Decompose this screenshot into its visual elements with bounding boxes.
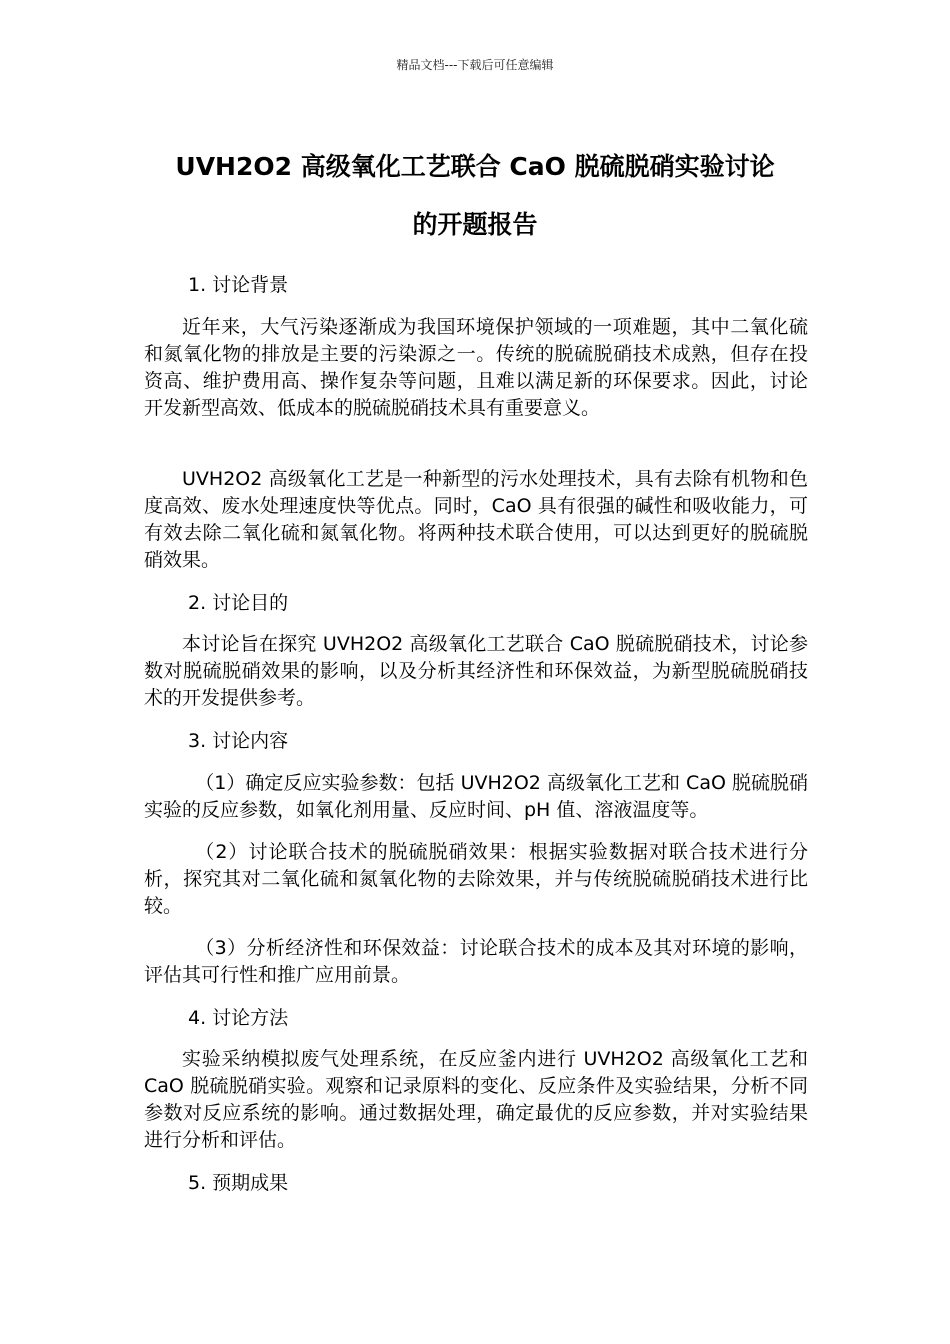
paragraph-background-1: 近年来，大气污染逐渐成为我国环境保护领域的一项难题，其中二氧化硫和氮氧化物的排放是主要的污染源之一。传统的脱硫脱硝技术成熟，但存在投资高、维护费用高、操作复杂等问题，且难以满足新的环保要求。因此，讨论开发新型高效、低成本的脱硫脱硝技术具有重要意义。 bbox=[144, 316, 808, 419]
page-header-note: 精品文档---下载后可任意编辑 bbox=[396, 58, 554, 72]
content-item-3: （3）分析经济性和环保效益：讨论联合技术的成本及其对环境的影响，评估其可行性和推广应用前景。 bbox=[144, 937, 808, 986]
paragraph-method-1: 实验采纳模拟废气处理系统，在反应釜内进行 UVH2O2 高级氧化工艺和 CaO 脱硫脱硝实验。观察和记录原料的变化、反应条件及实验结果，分析不同参数对反应系统的影响。通过数据处理，确定最优的反应参数，并对实验结果进行分析和评估。 bbox=[144, 1048, 808, 1151]
section-heading-method: 4. 讨论方法 bbox=[188, 1007, 289, 1029]
paragraph-purpose-1: 本讨论旨在探究 UVH2O2 高级氧化工艺联合 CaO 脱硫脱硝技术，讨论参数对脱硫脱硝效果的影响，以及分析其经济性和环保效益，为新型脱硫脱硝技术的开发提供参考。 bbox=[144, 633, 808, 709]
paragraph-background-2: UVH2O2 高级氧化工艺是一种新型的污水处理技术，具有去除有机物和色度高效、废水处理速度快等优点。同时，CaO 具有很强的碱性和吸收能力，可有效去除二氧化硫和氮氧化物。将两种技术联合使用，可以达到更好的脱硫脱硝效果。 bbox=[144, 468, 808, 571]
section-heading-expected: 5. 预期成果 bbox=[188, 1172, 289, 1194]
title-line-1: UVH2O2 高级氧化工艺联合 CaO 脱硫脱硝实验讨论 bbox=[175, 152, 775, 181]
title-line-2: 的开题报告 bbox=[412, 210, 538, 239]
content-item-2: （2）讨论联合技术的脱硫脱硝效果：根据实验数据对联合技术进行分析，探究其对二氧化硫和氮氧化物的去除效果，并与传统脱硫脱硝技术进行比较。 bbox=[144, 841, 808, 917]
content-item-1: （1）确定反应实验参数：包括 UVH2O2 高级氧化工艺和 CaO 脱硫脱硝实验的反应参数，如氧化剂用量、反应时间、pH 值、溶液温度等。 bbox=[144, 772, 808, 821]
section-heading-purpose: 2. 讨论目的 bbox=[188, 592, 289, 614]
section-heading-background: 1. 讨论背景 bbox=[188, 274, 289, 296]
document-title bbox=[100, 138, 850, 254]
section-heading-content: 3. 讨论内容 bbox=[188, 730, 289, 752]
